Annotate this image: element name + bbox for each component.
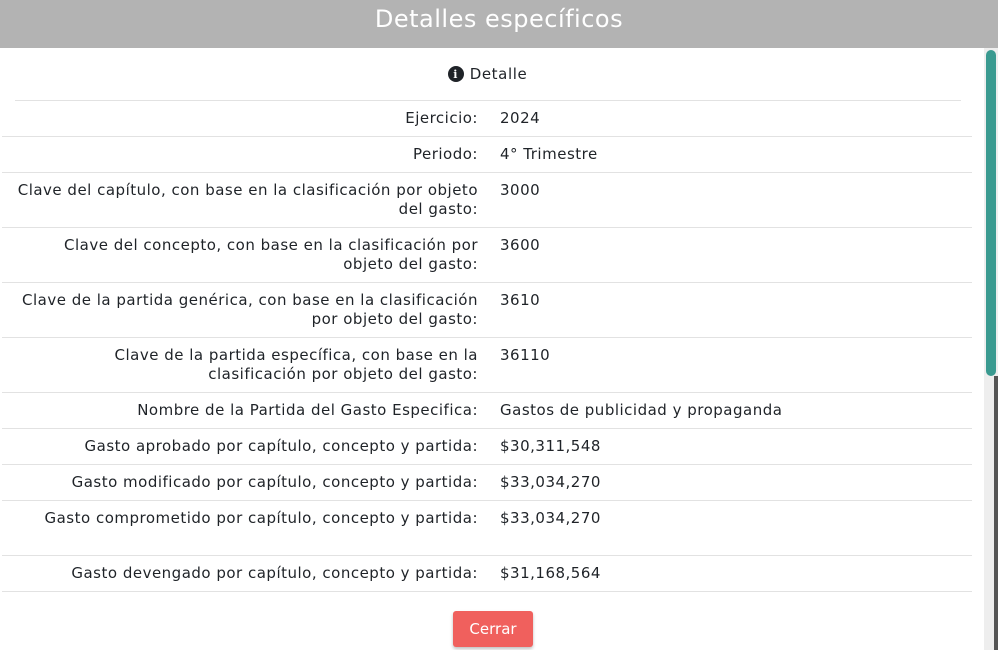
detail-row: [2, 137, 972, 173]
detail-row: [2, 228, 972, 283]
scrollbar-edge: [994, 376, 998, 650]
detail-value: 3600: [500, 236, 541, 254]
detail-label: Nombre de la Partida del Gasto Especifica:: [137, 401, 478, 419]
info-circle-icon: i: [448, 66, 464, 82]
close-button[interactable]: Cerrar: [453, 611, 533, 647]
detail-row: [2, 338, 972, 393]
detail-row: [2, 556, 972, 592]
detail-label: Clave de la partida específica, con base en la clasificación por objeto del gasto:: [114, 346, 478, 383]
detail-row: [2, 501, 972, 556]
detail-label: Gasto modificado por capítulo, concepto y partida:: [71, 473, 478, 491]
detail-label: Ejercicio:: [405, 109, 478, 127]
detail-row: [2, 173, 972, 228]
detail-label: Clave del capítulo, con base en la clasificación por objeto del gasto:: [17, 181, 478, 218]
detail-value: 4° Trimestre: [500, 145, 598, 163]
detail-value: $31,168,564: [500, 564, 601, 582]
detail-label: Periodo:: [412, 145, 478, 163]
detail-label: Gasto devengado por capítulo, concepto y partida:: [71, 564, 478, 582]
detail-row: [2, 283, 972, 338]
modal-body[interactable]: [0, 48, 998, 650]
detail-value: $33,034,270: [500, 473, 601, 491]
modal-title: Detalles específicos: [374, 5, 624, 33]
detail-value: Gastos de publicidad y propaganda: [500, 401, 783, 419]
section-heading-label: Detalle: [469, 65, 528, 83]
details-list: [2, 101, 972, 592]
detail-label: Gasto comprometido por capítulo, concepto y partida:: [44, 509, 478, 527]
detail-value: 3610: [500, 291, 541, 309]
scrollbar-thumb[interactable]: [986, 50, 996, 376]
detail-label: Clave del concepto, con base en la clasificación por objeto del gasto:: [64, 236, 478, 273]
detail-row: [2, 393, 972, 429]
detail-label: Gasto aprobado por capítulo, concepto y partida:: [84, 437, 478, 455]
detail-value: 2024: [500, 109, 541, 127]
modal-header: [0, 0, 998, 48]
detail-value: 3000: [500, 181, 541, 199]
detail-row: [2, 465, 972, 501]
section-heading: [0, 48, 975, 100]
detail-value: 36110: [500, 346, 551, 364]
detail-row: [2, 101, 972, 137]
detail-value: $30,311,548: [500, 437, 601, 455]
detail-row: [2, 429, 972, 465]
detail-label: Clave de la partida genérica, con base en la clasificación por objeto del gasto:: [22, 291, 478, 328]
detail-value: $33,034,270: [500, 509, 601, 527]
